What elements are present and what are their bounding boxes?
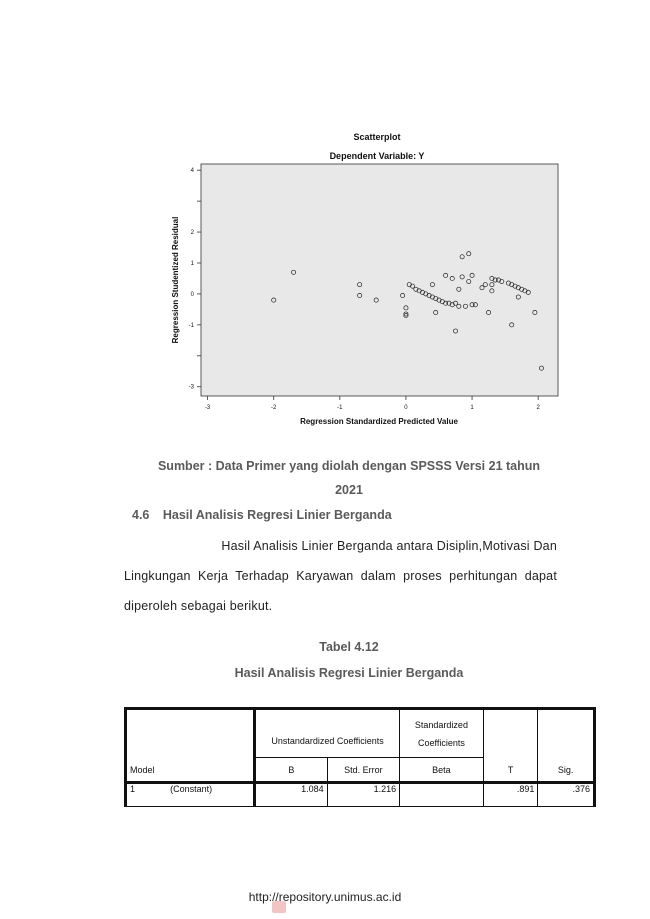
x-tick-label: 2 (536, 405, 540, 411)
row-model-number: 1 (126, 783, 168, 807)
y-tick-label: 4 (190, 168, 194, 175)
figure-caption-line2: 2021 (335, 483, 363, 497)
model-header-cell (126, 709, 255, 783)
y-axis-label: Regression Studentized Residual (171, 216, 180, 344)
chart-title: Scatterplot (353, 132, 401, 142)
row-std-error-value: 1.216 (327, 783, 400, 807)
y-tick-label: -3 (188, 384, 194, 391)
y-tick-label: 2 (190, 230, 194, 237)
footer-url[interactable]: http://repository.unimus.ac.id (248, 890, 402, 904)
row-b-value: 1.084 (255, 783, 328, 807)
regression-table (124, 707, 596, 807)
std-error-header: Std. Error (327, 758, 400, 783)
scatterplot-chart (166, 124, 566, 434)
t-header: T (483, 709, 538, 783)
model-header: Model (130, 765, 155, 775)
y-axis-ticks (189, 168, 201, 391)
section-title: Hasil Analisis Regresi Linier Berganda (162, 508, 392, 522)
section-heading (132, 508, 392, 522)
row-model-name: (Constant) (167, 783, 254, 807)
figure-caption (124, 454, 574, 502)
plot-area (201, 164, 558, 396)
b-header: B (255, 758, 328, 783)
y-tick-label: 0 (190, 291, 194, 298)
std-header-line1: Standardized (414, 719, 468, 730)
std-header-line2: Coefficients (418, 737, 465, 748)
row-sig-value: .376 (538, 783, 595, 807)
table-caption (124, 634, 574, 686)
section-number: 4.6 (132, 508, 150, 522)
beta-header: Beta (400, 758, 484, 783)
y-tick-label: 1 (190, 260, 194, 267)
x-axis-label: Regression Standardized Predicted Value (300, 417, 458, 426)
std-header (400, 709, 484, 758)
x-tick-label: -3 (204, 405, 211, 411)
table-row (126, 783, 595, 807)
row-beta-value (400, 783, 484, 807)
x-axis-ticks (205, 396, 541, 411)
row-t-value: .891 (483, 783, 538, 807)
y-tick-label: -1 (188, 322, 194, 329)
x-tick-label: -2 (271, 405, 277, 411)
table-header-row-1 (126, 709, 595, 758)
x-tick-label: 1 (470, 405, 474, 411)
body-line-1: Hasil Analisis Linier Berganda antara Disiplin,Motivasi Dan (221, 539, 557, 553)
figure-caption-line1: Sumber : Data Primer yang diolah dengan SPSSS Versi 21 tahun (157, 459, 541, 473)
unstd-header: Unstandardized Coefficients (255, 709, 400, 758)
x-tick-label: -1 (337, 405, 343, 411)
chart-subtitle: Dependent Variable: Y (329, 151, 425, 161)
sig-header: Sig. (538, 709, 595, 783)
body-line-3: diperoleh sebagai berikut. (124, 599, 273, 613)
body-line-2: Lingkungan Kerja Terhadap Karyawan dalam proses perhitungan dapat (124, 569, 557, 583)
x-tick-label: 0 (404, 405, 408, 411)
table-number: Tabel 4.12 (319, 640, 379, 654)
table-title: Hasil Analisis Regresi Linier Berganda (234, 666, 464, 680)
